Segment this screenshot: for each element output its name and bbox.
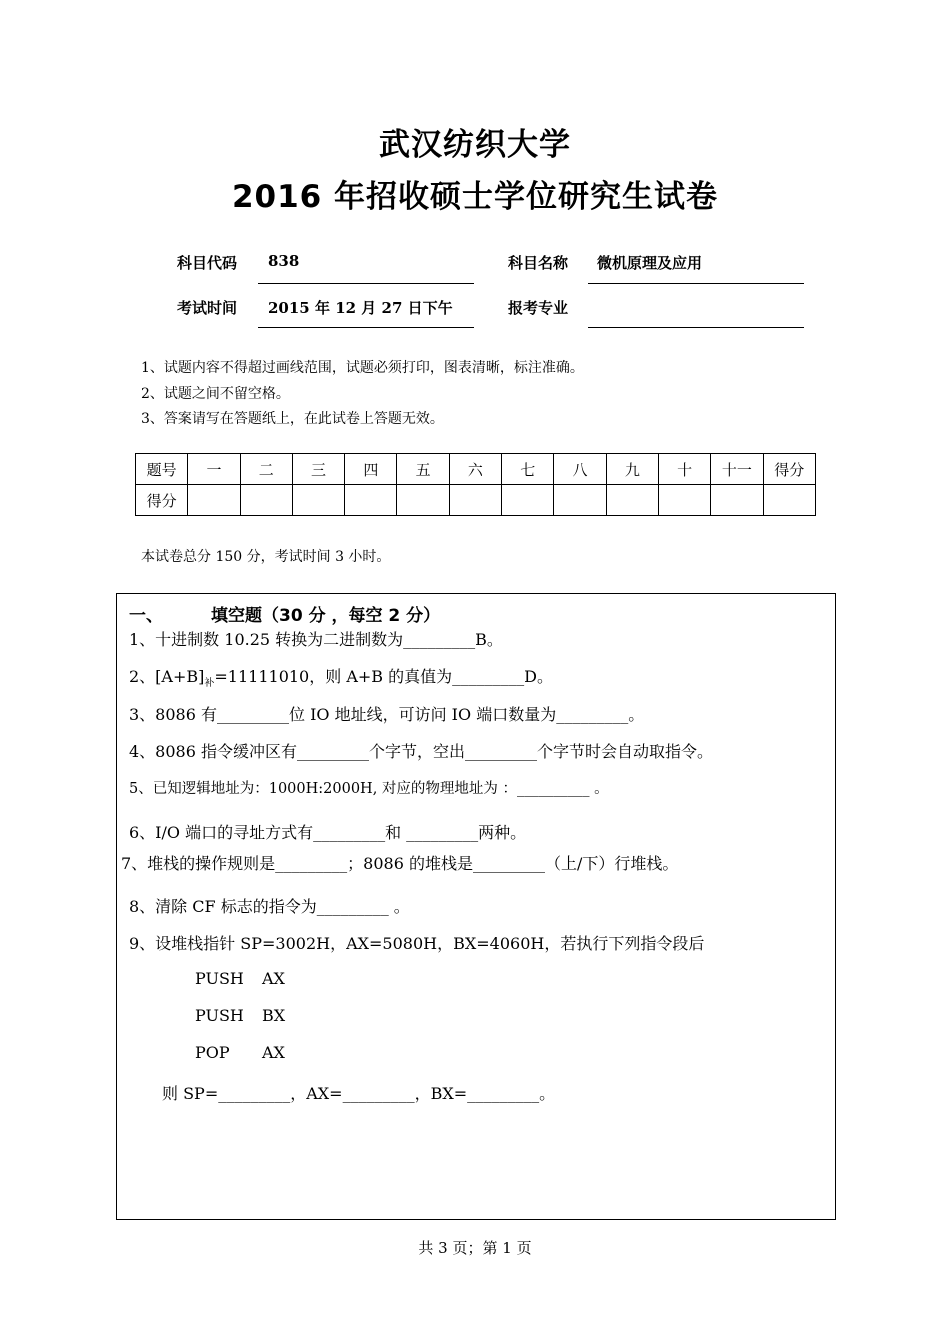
question-4: 4、8086 指令缓冲区有_________个字节，空出_________个字节时会自动取指令。 — [129, 742, 713, 761]
score-header-cell: 九 — [606, 454, 658, 485]
subject-code-value: 838 — [268, 252, 300, 270]
subject-name-underline — [588, 283, 804, 284]
code-line-1 — [195, 969, 285, 988]
question-9-answer: 则 SP=_________，AX=_________，BX=_________。 — [162, 1084, 556, 1103]
score-cell — [397, 485, 449, 516]
question-9: 9、设堆栈指针 SP=3002H，AX=5080H，BX=4060H，若执行下列指令段后 — [129, 934, 705, 953]
score-cell — [449, 485, 501, 516]
question-7: 7、堆栈的操作规则是_________；8086 的堆栈是_________（上/下）行堆栈。 — [121, 854, 679, 873]
code-op: POP — [195, 1043, 230, 1062]
code-op: PUSH — [195, 1006, 244, 1025]
subject-name-value: 微机原理及应用 — [597, 254, 703, 272]
score-header-cell: 四 — [345, 454, 397, 485]
major-underline — [588, 327, 804, 328]
score-row-label: 得分 — [136, 485, 188, 516]
subject-code-underline — [258, 283, 474, 284]
code-arg: AX — [262, 1043, 285, 1062]
note-3: 3、答案请写在答题纸上，在此试卷上答题无效。 — [141, 411, 444, 427]
score-cell — [711, 485, 763, 516]
major-label: 报考专业 — [508, 299, 569, 317]
section-1-number: 一、 — [129, 606, 163, 626]
score-cell — [554, 485, 606, 516]
total-score-note: 本试卷总分 150 分，考试时间 3 小时。 — [141, 549, 391, 565]
score-table — [135, 453, 816, 516]
score-cell — [658, 485, 710, 516]
score-header-cell: 六 — [449, 454, 501, 485]
score-header-cell: 十一 — [711, 454, 763, 485]
exam-time-value: 2015 年 12 月 27 日下午 — [268, 299, 453, 317]
question-3: 3、8086 有_________位 IO 地址线，可访问 IO 端口数量为_________。 — [129, 705, 645, 724]
exam-time-label: 考试时间 — [177, 299, 238, 317]
score-cell — [292, 485, 344, 516]
score-header-cell: 二 — [240, 454, 292, 485]
section-1-title: 填空题（30 分 ，每空 2 分） — [211, 606, 441, 626]
section-1-heading — [129, 601, 440, 626]
score-table-header-row — [136, 454, 816, 485]
code-arg: AX — [262, 969, 285, 988]
score-header-cell: 五 — [397, 454, 449, 485]
question-2-prefix: 2、[A+B] — [129, 667, 205, 686]
subject-name-label: 科目名称 — [508, 254, 569, 272]
score-header-cell: 三 — [292, 454, 344, 485]
question-5: 5、已知逻辑地址为：1000H:2000H, 对应的物理地址为 ：__________ 。 — [129, 781, 609, 797]
question-8: 8、清除 CF 标志的指令为_________ 。 — [129, 897, 410, 916]
score-cell — [345, 485, 397, 516]
score-cell — [606, 485, 658, 516]
page-footer: 共 3 页；第 1 页 — [418, 1239, 532, 1257]
note-2: 2、试题之间不留空格。 — [141, 386, 290, 402]
question-6: 6、I/O 端口的寻址方式有_________和 _________两种。 — [129, 823, 527, 842]
score-cell — [240, 485, 292, 516]
score-header-cell: 得分 — [763, 454, 815, 485]
score-header-cell: 题号 — [136, 454, 188, 485]
code-arg: BX — [262, 1006, 286, 1025]
university-title: 武汉纺织大学 — [379, 127, 571, 163]
score-cell — [502, 485, 554, 516]
code-op: PUSH — [195, 969, 244, 988]
code-line-2 — [195, 1006, 285, 1025]
question-2 — [129, 664, 553, 689]
exam-time-underline — [258, 327, 474, 328]
question-1: 1、十进制数 10.25 转换为二进制数为_________B。 — [129, 630, 503, 649]
score-cell — [763, 485, 815, 516]
question-2-subscript: 补 — [204, 678, 215, 690]
score-table-score-row — [136, 485, 816, 516]
score-header-cell: 一 — [188, 454, 240, 485]
score-header-cell: 七 — [502, 454, 554, 485]
code-line-3 — [195, 1043, 285, 1062]
score-header-cell: 八 — [554, 454, 606, 485]
score-header-cell: 十 — [658, 454, 710, 485]
question-2-suffix: =11111010，则 A+B 的真值为_________D。 — [214, 667, 553, 686]
score-cell — [188, 485, 240, 516]
exam-title: 2016 年招收硕士学位研究生试卷 — [231, 179, 719, 215]
note-1: 1、试题内容不得超过画线范围，试题必须打印，图表清晰，标注准确。 — [141, 360, 584, 376]
subject-code-label: 科目代码 — [177, 254, 238, 272]
